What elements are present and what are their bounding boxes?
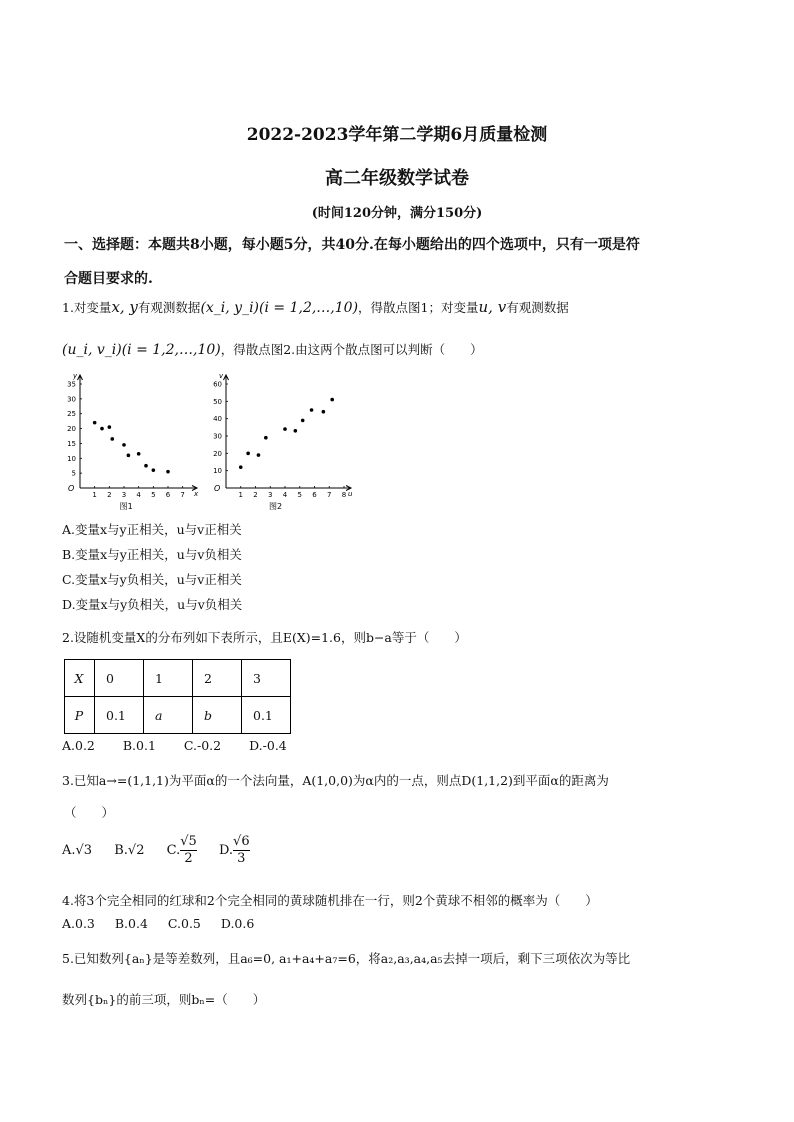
- data-point: [246, 452, 250, 456]
- q3-paren: （ ）: [64, 805, 115, 820]
- y-tick-label: 30: [213, 432, 222, 441]
- x-tick-label: 5: [297, 491, 302, 499]
- data-point: [301, 419, 305, 423]
- q2-option-c: C.-0.2: [183, 738, 222, 753]
- y-tick-label: 30: [67, 395, 76, 404]
- q2-option-b: B.0.1: [122, 738, 156, 753]
- q1-uv-vars: u, v: [478, 298, 507, 316]
- q3-option-a: A.√3: [62, 843, 93, 858]
- x-tick-label: 2: [107, 491, 112, 499]
- q3-option-d-fraction: $\frac{√6}{3}$: [233, 834, 250, 866]
- x-tick-label: 5: [151, 491, 156, 499]
- data-point: [108, 425, 112, 429]
- table-cell: a: [144, 697, 193, 734]
- data-point: [152, 468, 156, 472]
- data-point: [122, 443, 126, 447]
- q3-option-b: B.√2: [114, 843, 145, 858]
- x-tick-label: 7: [180, 491, 185, 499]
- table-cell: X: [65, 660, 95, 697]
- data-point: [322, 410, 326, 414]
- y-tick-label: 20: [213, 449, 222, 458]
- y-axis-label: v: [219, 372, 224, 380]
- origin-label: O: [68, 484, 75, 493]
- y-axis-label: y: [73, 372, 78, 380]
- y-tick-label: 35: [67, 380, 76, 389]
- q1-stem-part5: ，得散点图2.由这两个散点图可以判断（ ）: [220, 342, 483, 357]
- q1-xy-data: (x_i, y_i)(i = 1,2,…,10): [200, 300, 359, 316]
- y-tick-label: 40: [213, 415, 222, 424]
- table-row: [65, 660, 291, 697]
- section-heading-line1: 一、选择题：本题共8小题，每小题5分，共40分.在每小题给出的四个选项中，只有一项是符: [64, 237, 640, 253]
- q1-option-a: A.变量x与y正相关，u与v正相关: [62, 522, 242, 537]
- x-tick-label: 6: [165, 491, 171, 499]
- q5-stem-line1: 5.已知数列{aₙ}是等差数列，且a₆=0, a₁+a₄+a₇=6，将a₂,a₃,a₄,a₅去掉一项后，剩下三项依次为等比: [62, 951, 631, 966]
- table-cell: 1: [144, 660, 193, 697]
- y-tick-label: 25: [67, 410, 76, 419]
- q2-stem: 2.设随机变量X的分布列如下表所示，且E(X)=1.6，则b−a等于（ ）: [62, 630, 467, 645]
- y-tick-label: 60: [213, 380, 222, 389]
- q2-distribution-table: [64, 659, 291, 734]
- q1-option-b: B.变量x与y正相关，u与v负相关: [62, 547, 242, 562]
- data-point: [264, 436, 268, 440]
- x-tick-label: 4: [282, 491, 288, 499]
- chart-caption: 图1: [119, 502, 133, 511]
- data-point: [330, 398, 334, 402]
- x-axis-label: x: [194, 490, 199, 498]
- data-point: [137, 452, 141, 456]
- chart-caption: 图2: [269, 502, 283, 511]
- y-tick-label: 50: [213, 397, 222, 406]
- q3-option-d-label: D.: [218, 843, 234, 858]
- table-cell: P: [65, 697, 95, 734]
- q5-stem-line2: 数列{bₙ}的前三项，则bₙ=（ ）: [62, 992, 266, 1007]
- section-heading: [64, 228, 734, 296]
- data-point: [93, 421, 97, 425]
- q4-option-c: C.0.5: [167, 916, 201, 931]
- data-point: [294, 429, 298, 433]
- x-tick-label: 1: [92, 491, 97, 499]
- origin-label: O: [214, 484, 221, 493]
- q1-stem-line1: [62, 298, 569, 316]
- section-heading-line2: 合题目要求的.: [64, 271, 153, 287]
- q4-option-d: D.0.6: [220, 916, 255, 931]
- q2-options: [62, 738, 287, 753]
- q1-stem-part4: 有观测数据: [506, 300, 569, 315]
- data-point: [239, 465, 243, 469]
- q1-stem-part2: 有观测数据: [137, 300, 201, 315]
- x-tick-label: 6: [312, 491, 317, 499]
- y-tick-label: 5: [71, 469, 76, 478]
- table-cell: 2: [193, 660, 242, 697]
- data-point: [110, 437, 114, 441]
- data-point: [166, 470, 170, 474]
- y-tick-label: 10: [67, 454, 76, 463]
- q4-option-b: B.0.4: [114, 916, 148, 931]
- table-cell: b: [193, 697, 242, 734]
- q1-option-c: C.变量x与y负相关，u与v正相关: [62, 572, 242, 587]
- y-tick-label: 20: [67, 425, 76, 434]
- data-point: [283, 427, 287, 431]
- q2-option-d: D.-0.4: [249, 738, 287, 753]
- data-point: [100, 427, 104, 431]
- exam-title: 2022-2023学年第二学期6月质量检测: [246, 125, 548, 145]
- q4-stem: 4.将3个完全相同的红球和2个完全相同的黄球随机排在一行，则2个黄球不相邻的概率为（ ）: [62, 893, 598, 908]
- x-tick-label: 3: [121, 491, 127, 499]
- data-point: [127, 454, 131, 458]
- y-tick-label: 10: [213, 467, 222, 476]
- x-axis-label: u: [348, 490, 353, 498]
- q1-uv-data: (u_i, v_i)(i = 1,2,…,10): [62, 342, 221, 358]
- table-row: [65, 697, 291, 734]
- x-tick-label: 4: [136, 491, 141, 499]
- exam-time-info: (时间120分钟，满分150分): [311, 206, 483, 221]
- y-tick-label: 15: [67, 439, 76, 448]
- q4-option-a: A.0.3: [62, 916, 95, 931]
- q3-options: [62, 834, 250, 867]
- q3-option-c-fraction: $\frac{√5}{2}$: [180, 834, 197, 866]
- table-cell: 0.1: [95, 697, 144, 734]
- q1-xy-vars: x, y: [111, 298, 138, 316]
- x-tick-label: 7: [327, 491, 332, 499]
- q1-stem-part1: 1.对变量: [62, 300, 112, 315]
- q1-option-d: D.变量x与y负相关，u与v负相关: [62, 597, 243, 612]
- q2-option-a: A.0.2: [62, 738, 95, 753]
- q4-options: [62, 916, 254, 931]
- exam-subtitle: 高二年级数学试卷: [325, 168, 469, 189]
- table-cell: 0: [95, 660, 144, 697]
- q3-stem: 3.已知a→=(1,1,1)为平面α的一个法向量，A(1,0,0)为α内的一点，则点D(1,1,2)到平面α的距离为: [62, 773, 609, 788]
- x-tick-label: 2: [253, 491, 258, 499]
- q1-stem-line2: [62, 340, 483, 358]
- table-cell: 3: [242, 660, 291, 697]
- x-tick-label: 3: [268, 491, 273, 499]
- q1-stem-part3: ，得散点图1；对变量: [358, 300, 479, 315]
- x-tick-label: 1: [238, 491, 243, 499]
- data-point: [257, 453, 261, 457]
- table-cell: 0.1: [242, 697, 291, 734]
- x-tick-label: 8: [341, 491, 347, 499]
- data-point: [310, 408, 314, 412]
- q3-option-c-label: C.: [166, 843, 181, 858]
- scatter-plot-1: [60, 372, 200, 512]
- scatter-plot-2: [206, 372, 354, 512]
- data-point: [144, 464, 148, 468]
